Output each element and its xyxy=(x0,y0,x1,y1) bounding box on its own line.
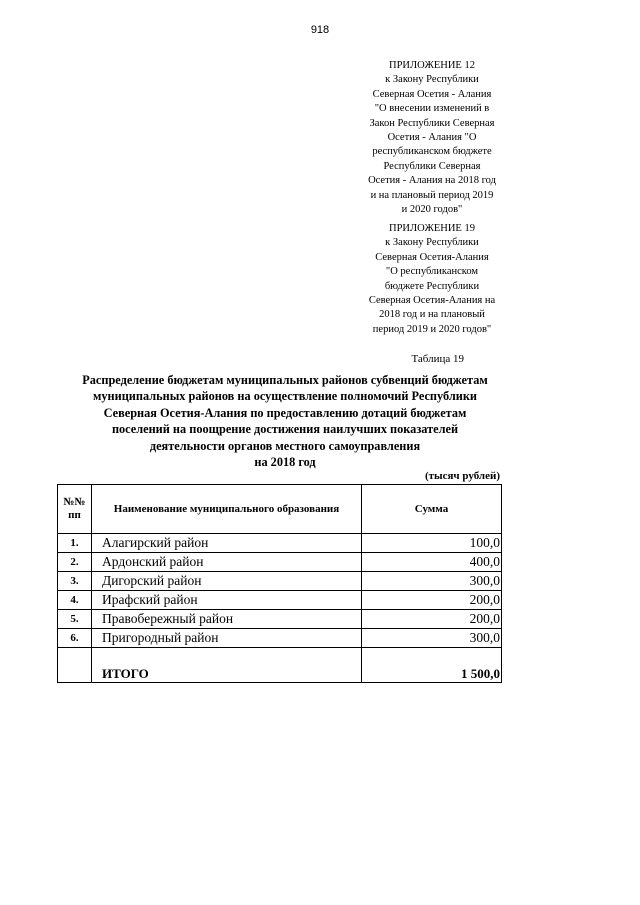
annex-12-line: Республики Северная xyxy=(383,160,481,172)
annex-19-line: период 2019 и 2020 годов" xyxy=(372,323,492,335)
table-row xyxy=(58,629,502,648)
header-number xyxy=(58,485,92,534)
row-sum: 100,0 xyxy=(362,534,502,553)
row-sum: 300,0 xyxy=(362,572,502,591)
annex-12-line: Осетия - Алания "О xyxy=(387,132,477,144)
annex-12-line: к Закону Республики xyxy=(385,74,479,86)
row-name: Ардонский район xyxy=(92,553,362,572)
row-name: Алагирский район xyxy=(92,534,362,553)
title-line: деятельности органов местного самоуправления xyxy=(149,438,421,453)
row-number: 5. xyxy=(58,610,92,629)
title-line: муниципальных районов на осуществление полномочий Республики xyxy=(93,389,477,404)
row-number: 1. xyxy=(58,534,92,553)
row-name: Дигорский район xyxy=(92,572,362,591)
distribution-table xyxy=(57,484,502,683)
table-row xyxy=(58,572,502,591)
title-line: на 2018 год xyxy=(254,455,316,470)
annex-19-line: к Закону Республики xyxy=(385,237,479,249)
annex-19-heading xyxy=(356,222,508,337)
annex-12-line: Северная Осетия - Алания xyxy=(372,88,492,100)
total-row xyxy=(58,648,502,683)
annex-19-line: ПРИЛОЖЕНИЕ 19 xyxy=(389,223,475,234)
annex-19-line: Северная Осетия-Алания xyxy=(375,251,489,263)
header-sum: Сумма xyxy=(362,485,502,534)
row-name: Ирафский район xyxy=(92,591,362,610)
row-number: 3. xyxy=(58,572,92,591)
annex-19-line: 2018 год и на плановый xyxy=(379,309,485,321)
title-line: Северная Осетия-Алания по предоставлению дотаций бюджетам xyxy=(103,405,467,420)
header-number-line1: №№ xyxy=(63,496,86,508)
row-number: 6. xyxy=(58,629,92,648)
annex-12-line: Закон Республики Северная xyxy=(369,117,495,129)
row-number: 2. xyxy=(58,553,92,572)
row-sum: 400,0 xyxy=(362,553,502,572)
row-sum: 200,0 xyxy=(362,610,502,629)
table-label: Таблица 19 xyxy=(411,353,464,365)
row-sum: 200,0 xyxy=(362,591,502,610)
total-label: ИТОГО xyxy=(92,648,362,683)
total-number-cell xyxy=(58,648,92,683)
annex-12-line: республиканском бюджете xyxy=(372,146,492,158)
units-label: (тысяч рублей) xyxy=(424,470,500,482)
row-number: 4. xyxy=(58,591,92,610)
annex-12-heading xyxy=(356,59,508,217)
annex-12-line: "О внесении изменений в xyxy=(374,103,490,115)
row-sum: 300,0 xyxy=(362,629,502,648)
title-line: Распределение бюджетам муниципальных районов субвенций бюджетам xyxy=(82,373,488,387)
annex-19-line: бюджете Республики xyxy=(384,280,480,292)
row-name: Правобережный район xyxy=(92,610,362,629)
annex-12-line: и 2020 годов" xyxy=(401,204,463,216)
annex-19-line: "О республиканском xyxy=(385,266,479,278)
table-row xyxy=(58,553,502,572)
table-row xyxy=(58,610,502,629)
header-name: Наименование муниципального образования xyxy=(92,485,362,534)
page-number: 918 xyxy=(310,24,330,36)
header-number-line2: пп xyxy=(68,509,81,521)
title-line: поселений на поощрение достижения наилучших показателей xyxy=(111,422,459,437)
row-name: Пригородный район xyxy=(92,629,362,648)
annex-19-line: Северная Осетия-Алания на xyxy=(368,295,496,307)
table-row xyxy=(58,534,502,553)
table-row xyxy=(58,591,502,610)
annex-12-line: Осетия - Алания на 2018 год xyxy=(368,175,496,187)
table-header-row xyxy=(58,485,502,534)
annex-12-line: ПРИЛОЖЕНИЕ 12 xyxy=(389,60,475,71)
total-sum: 1 500,0 xyxy=(362,648,502,683)
annex-12-line: и на плановый период 2019 xyxy=(370,189,494,201)
document-title xyxy=(40,372,530,470)
